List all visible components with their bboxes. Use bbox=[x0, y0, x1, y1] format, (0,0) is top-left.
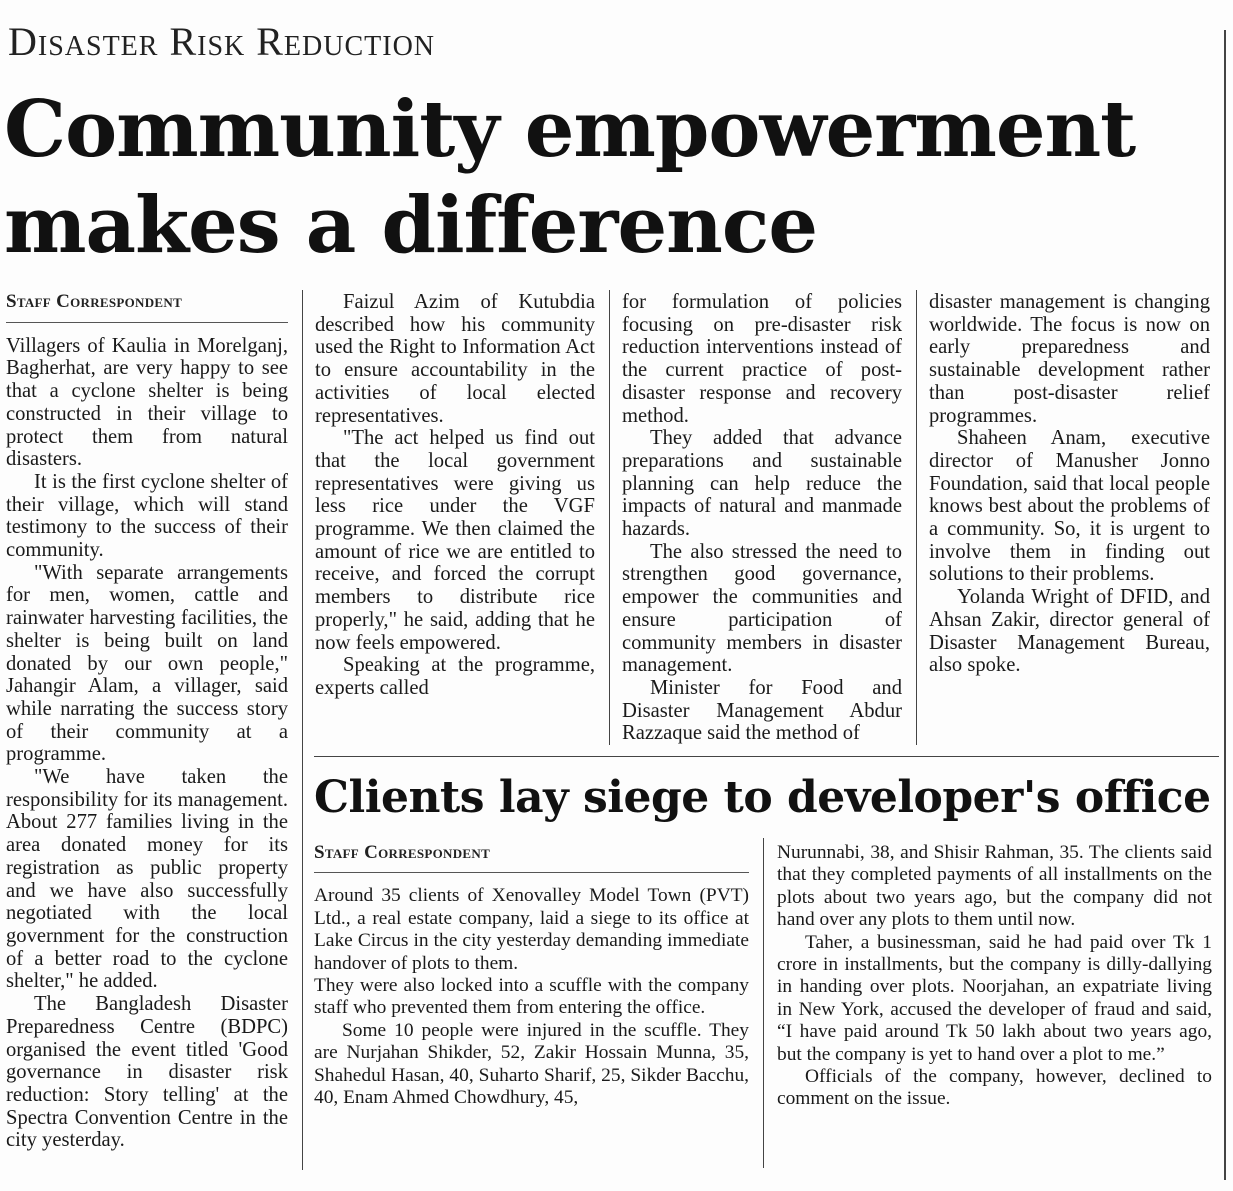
story1-column-2 bbox=[315, 291, 595, 700]
story1-column-1 bbox=[6, 291, 288, 1152]
paragraph: Around 35 clients of Xenovalley Model Town (PVT) Ltd., a real estate company, laid a siege to its office at Lake Circus in the city yesterday demanding immediate handover of plots to them. bbox=[314, 885, 749, 974]
paragraph: "The act helped us find out that the local government representatives were giving us less rice under the VGF programme. We then claimed the amount of rice we are entitled to receive, and forced the corrupt members to distribute rice properly," he said, adding that he now feels empowered. bbox=[315, 427, 595, 654]
story2-column-1 bbox=[314, 842, 749, 1109]
story-separator bbox=[314, 756, 1219, 757]
paragraph: Some 10 people were injured in the scuffle. They are Nurjahan Shikder, 52, Zakir Hossain Munna, 35, Shahedul Hasan, 40, Suharto Sharif, 25, Sikder Bacchu, 40, Enam Ahmed Chowdhury, 45, bbox=[314, 1019, 749, 1109]
column-rule bbox=[916, 290, 917, 745]
paragraph: The also stressed the need to strengthen good governance, empower the communities and ensure participation of community members in disaster management. bbox=[622, 540, 902, 677]
paragraph: Shaheen Anam, executive director of Manusher Jonno Foundation, said that local people knows best about the problems of a community. So, it is urgent to involve them in finding out solutions to their problems. bbox=[929, 427, 1210, 586]
paragraph: for formulation of policies focusing on pre-disaster risk reduction interventions instead of the current practice of post-disaster response and recovery method. bbox=[622, 291, 902, 427]
story2-column-2 bbox=[777, 842, 1212, 1111]
paragraph: They were also locked into a scuffle with the company staff who prevented them from entering the office. bbox=[314, 975, 749, 1019]
paragraph: They added that advance preparations and sustainable planning can help reduce the impacts of natural and manmade hazards. bbox=[622, 427, 902, 541]
paragraph: "With separate arrangements for men, women, cattle and rainwater harvesting facilities, the shelter is being built on land donated by our own people," Jahangir Alam, a villager, said while narrating the success story of their community at a programme. bbox=[6, 561, 288, 766]
main-headline: Community empowerment makes a difference bbox=[4, 84, 1136, 271]
paragraph: Nurunnabi, 38, and Shisir Rahman, 35. The clients said that they completed payments of all installments on the plots about two years ago, but the company did not hand over any plots to them until now. bbox=[777, 842, 1212, 931]
paragraph: Officials of the company, however, declined to comment on the issue. bbox=[777, 1066, 1212, 1110]
right-border bbox=[1224, 30, 1226, 1180]
paragraph: Villagers of Kaulia in Morelganj, Bagherhat, are very happy to see that a cyclone shelter is being constructed in their village to protect them from natural disasters. bbox=[6, 334, 288, 471]
column-rule bbox=[609, 290, 610, 745]
byline-rule bbox=[314, 872, 749, 873]
paragraph: Speaking at the programme, experts called bbox=[315, 654, 595, 699]
byline-rule bbox=[6, 322, 288, 323]
story2-headline: Clients lay siege to developer's office bbox=[314, 772, 1211, 823]
column-rule bbox=[302, 290, 303, 1170]
story2-byline: Staff Correspondent bbox=[314, 842, 491, 863]
column-rule bbox=[763, 838, 764, 1168]
paragraph: Taher, a businessman, said he had paid over Tk 1 crore in installments, but the company is dilly-dallying in handing over plots. Noorjahan, an expatriate living in New York, accused the developer of fraud and said, “I have paid around Tk 50 lakh about two years ago, but the company is yet to hand over a plot to me.” bbox=[777, 931, 1212, 1065]
paragraph: "We have taken the responsibility for its management. About 277 families living in the area donated money for its registration as public property and we have also successfully negotiated with the local government for the construction of a better road to the cyclone shelter," he added. bbox=[6, 766, 288, 993]
paragraph: Minister for Food and Disaster Management Abdur Razzaque said the method of bbox=[622, 676, 902, 745]
section-kicker: Disaster Risk Reduction bbox=[8, 19, 436, 64]
byline: Staff Correspondent bbox=[6, 291, 183, 312]
story1-column-4 bbox=[929, 291, 1210, 677]
paragraph: It is the first cyclone shelter of their village, which will stand testimony to the success of their community. bbox=[6, 470, 288, 562]
paragraph: Faizul Azim of Kutubdia described how his community used the Right to Information Act to ensure accountability in the activities of local elected representatives. bbox=[315, 291, 595, 427]
paragraph: The Bangladesh Disaster Preparedness Centre (BDPC) organised the event titled 'Good governance in disaster risk reduction: Story telling' at the Spectra Convention Centre in the city yesterday. bbox=[6, 993, 288, 1152]
story1-column-3 bbox=[622, 291, 902, 745]
paragraph: disaster management is changing worldwide. The focus is now on early preparedness and sustainable development rather than post-disaster relief programmes. bbox=[929, 291, 1210, 427]
paragraph: Yolanda Wright of DFID, and Ahsan Zakir, director general of Disaster Management Bureau, also spoke. bbox=[929, 586, 1210, 677]
